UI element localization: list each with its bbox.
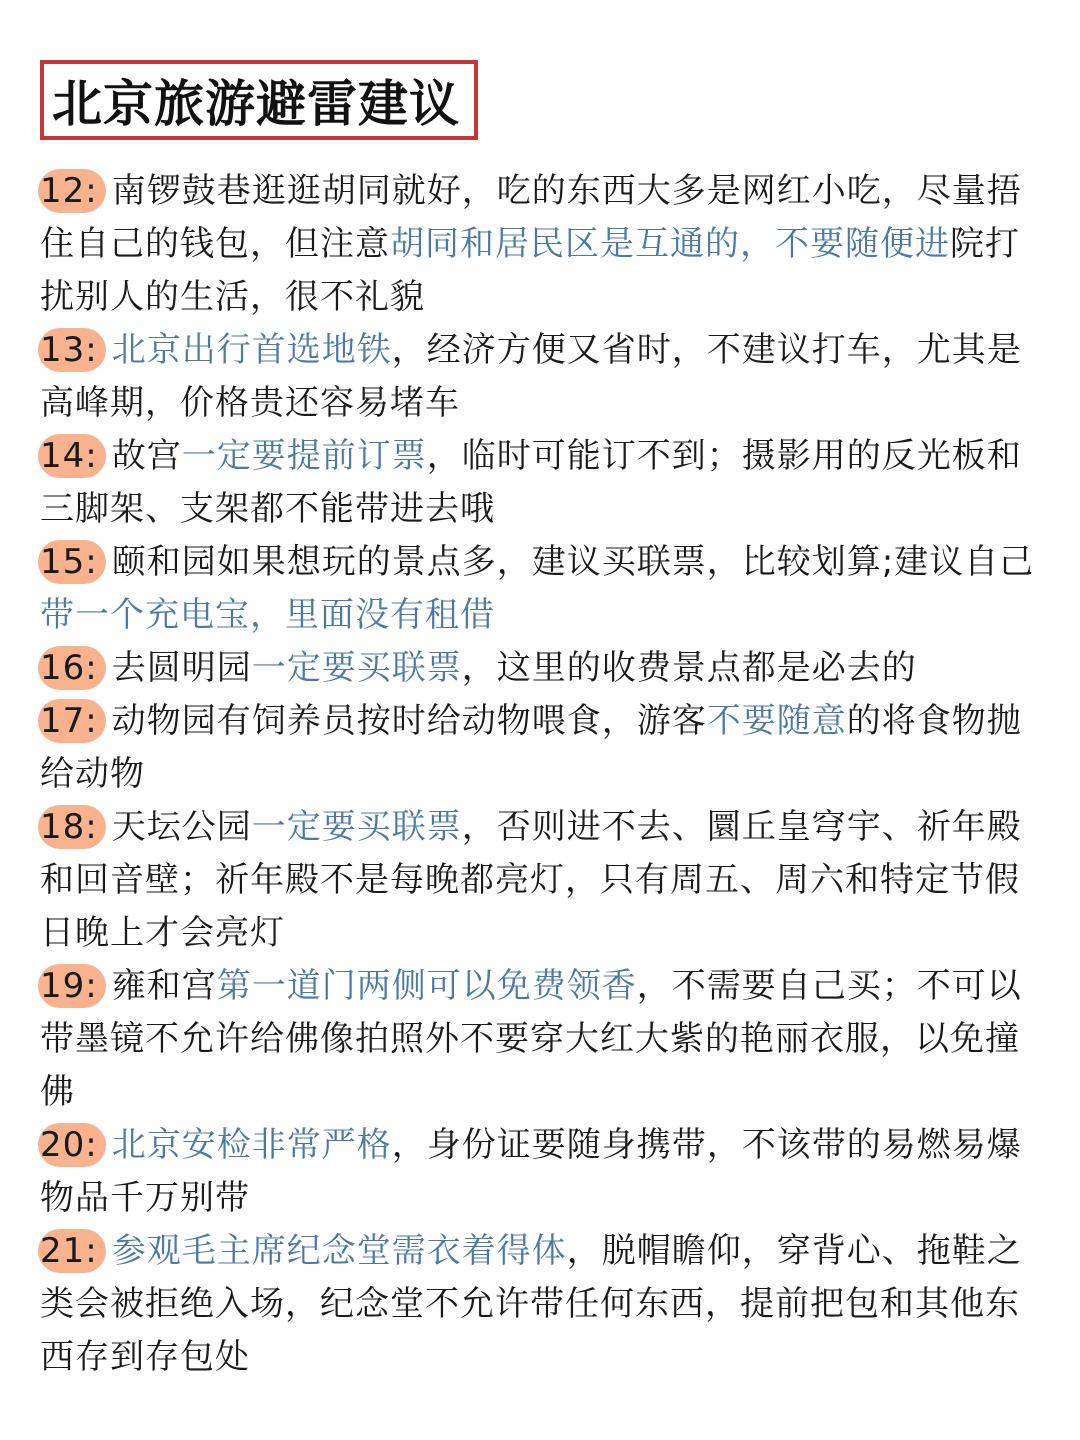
tip-highlight: 一定要提前订票	[181, 436, 427, 476]
tip-item	[40, 324, 1040, 430]
tip-text: 南锣鼓巷逛逛胡同就好，吃的东西大多是网红小吃，尽量捂住自己的钱包，但注意	[40, 171, 1022, 264]
tip-highlight: 北京安检非常严格	[111, 1125, 392, 1165]
tip-highlight: 带一个充电宝，里面没有租借	[40, 595, 495, 635]
tip-item	[40, 1225, 1040, 1384]
tip-item	[40, 642, 1040, 695]
tip-item	[40, 960, 1040, 1119]
tip-item	[40, 695, 1040, 801]
tip-number-badge: 18:	[38, 805, 106, 849]
tip-text: 颐和园如果想玩的景点多，建议买联票，比较划算;建议自己	[111, 542, 1035, 582]
tip-text: 天坛公园	[111, 807, 252, 847]
tip-text: ，这里的收费景点都是必去的	[461, 648, 917, 688]
tip-number-badge: 13:	[38, 328, 106, 372]
tip-number-badge: 20:	[38, 1123, 106, 1167]
tip-number-badge: 21:	[38, 1229, 106, 1273]
tip-text: ，否则进不去、圜丘皇穹宇、祈年殿和回音壁；祈年殿不是每晚都亮灯，只有周五、周六和特定节假日晚上才会亮灯	[40, 807, 1022, 953]
tip-text: ，脱帽瞻仰，穿背心、拖鞋之类会被拒绝入场，纪念堂不允许带任何东西，提前把包和其他东西存到存包处	[40, 1231, 1022, 1377]
tip-number-badge: 17:	[38, 699, 106, 743]
tip-item	[40, 430, 1040, 536]
tip-text: ，经济方便又省时，不建议打车，尤其是高峰期，价格贵还容易堵车	[40, 330, 1022, 423]
tip-number-badge: 12:	[38, 169, 106, 213]
tips-list	[40, 165, 1040, 1384]
tip-highlight: 参观毛主席纪念堂需衣着得体	[111, 1231, 567, 1271]
tip-text: 院打扰别人的生活，很不礼貌	[40, 224, 1020, 317]
tip-highlight: 胡同和居民区是互通的，不要随便进	[390, 224, 950, 264]
page-title: 北京旅游避雷建议	[52, 75, 460, 133]
tip-text: ，不需要自己买；不可以带墨镜不允许给佛像拍照外不要穿大红大紫的艳丽衣服，以免撞佛	[40, 966, 1022, 1112]
tip-number-badge: 19:	[38, 964, 106, 1008]
tip-highlight: 一定要买联票	[251, 807, 462, 847]
tip-text: 的将食物抛给动物	[40, 701, 1022, 794]
tip-number-badge: 16:	[38, 646, 106, 690]
tip-item	[40, 165, 1040, 324]
tip-number-badge: 14:	[38, 434, 106, 478]
tip-text: ，临时可能订不到；摄影用的反光板和三脚架、支架都不能带进去哦	[40, 436, 1022, 529]
tip-item	[40, 1119, 1040, 1225]
tip-text: 动物园有饲养员按时给动物喂食，游客	[111, 701, 707, 741]
tip-highlight: 北京出行首选地铁	[111, 330, 392, 370]
tip-item	[40, 801, 1040, 960]
title-box	[40, 60, 478, 140]
tip-text: 雍和宫	[111, 966, 217, 1006]
tip-highlight: 不要随意	[706, 701, 847, 741]
tip-item	[40, 536, 1040, 642]
tip-text: 去圆明园	[111, 648, 252, 688]
tip-number-badge: 15:	[38, 540, 106, 584]
tip-highlight: 一定要买联票	[251, 648, 462, 688]
tip-highlight: 第一道门两侧可以免费领香	[216, 966, 637, 1006]
tip-text: 故宫	[111, 436, 182, 476]
tip-text: ，身份证要随身携带，不该带的易燃易爆物品千万别带	[40, 1125, 1022, 1218]
